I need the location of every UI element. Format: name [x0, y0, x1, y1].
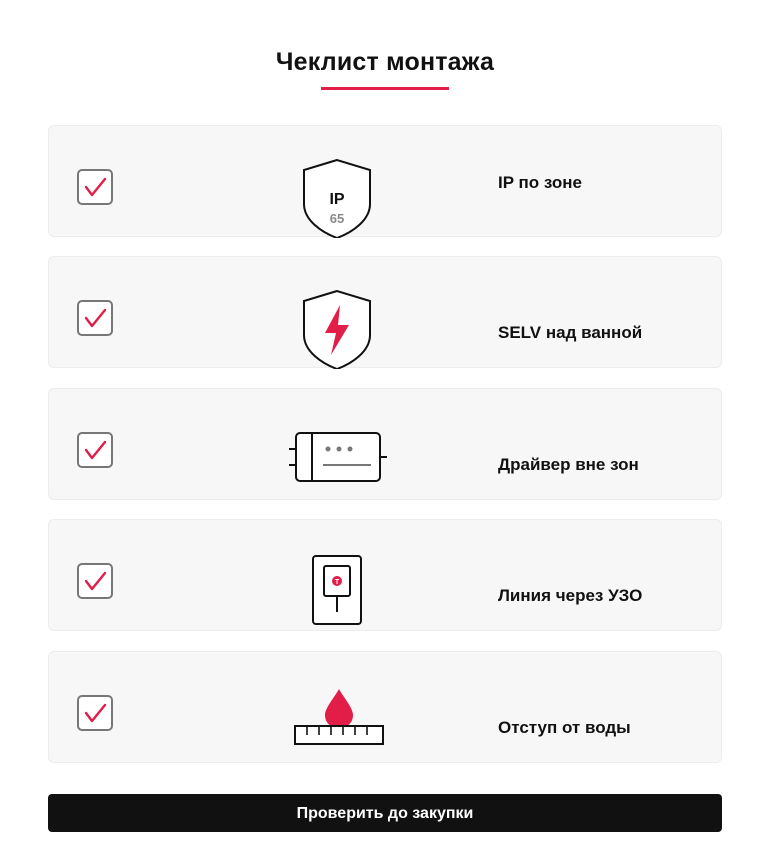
checkbox-checked[interactable]	[77, 169, 113, 205]
check-before-purchase-button[interactable]: Проверить до закупки	[48, 794, 722, 832]
checklist-item-label: SELV над ванной	[498, 323, 643, 342]
checklist-item-label: Драйвер вне зон	[498, 455, 639, 474]
checklist-item-ip[interactable]	[48, 125, 722, 237]
rcd-test-label: T	[334, 579, 340, 586]
checkmark-icon	[82, 305, 108, 331]
checkmark-icon	[82, 700, 108, 726]
ip-shield-text-top: IP	[329, 191, 345, 208]
checkbox-checked[interactable]	[77, 300, 113, 336]
checkmark-icon	[82, 437, 108, 463]
page-title: Чеклист монтажа	[275, 48, 495, 76]
checkmark-icon	[82, 568, 108, 594]
driver-box-icon	[289, 429, 389, 489]
ip-shield-text-bottom: 65	[329, 211, 345, 226]
checkbox-checked[interactable]	[77, 432, 113, 468]
water-drop-ruler-icon	[289, 686, 389, 748]
checklist-item-driver[interactable]	[48, 388, 722, 500]
checklist-item-water[interactable]	[48, 651, 722, 763]
checklist-item-label: Отступ от воды	[498, 718, 631, 737]
checklist-item-selv[interactable]	[48, 256, 722, 368]
checklist-item-rcd[interactable]	[48, 519, 722, 631]
rcd-panel-icon	[289, 554, 385, 628]
checklist-item-label: Линия через УЗО	[498, 586, 643, 605]
checkmark-icon	[82, 174, 108, 200]
title-underline	[321, 87, 449, 90]
checkbox-checked[interactable]	[77, 563, 113, 599]
checklist-item-label: IP по зоне	[498, 173, 582, 192]
ip-shield-icon	[289, 156, 385, 238]
checkbox-checked[interactable]	[77, 695, 113, 731]
lightning-shield-icon	[289, 287, 385, 369]
